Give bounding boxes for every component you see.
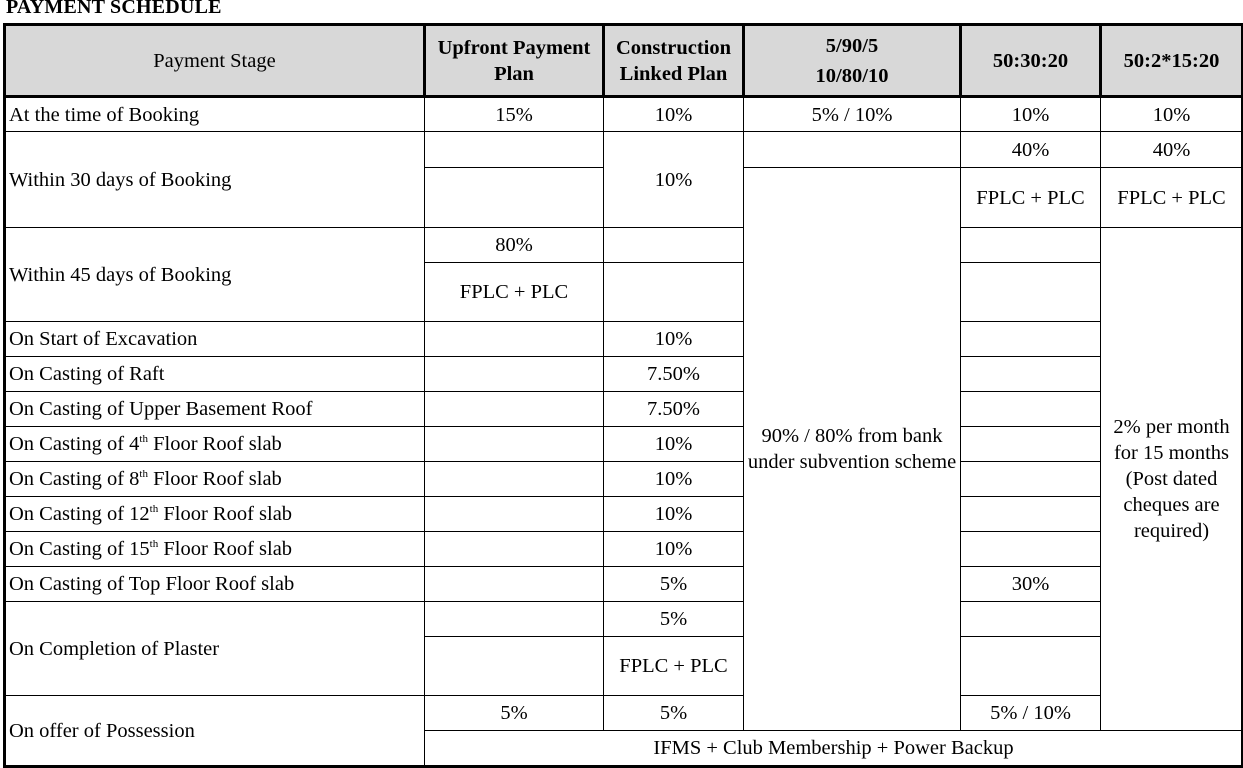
cell-plaster-50-30-20-a <box>961 602 1101 637</box>
table-row <box>5 97 1243 132</box>
cell-possession-clp: 5% <box>604 696 744 731</box>
table-row <box>5 357 1243 392</box>
stage-8th-floor: On Casting of 8th Floor Roof slab <box>5 462 425 497</box>
header-subvention-line-1: 5/90/5 <box>825 34 879 57</box>
stage-top-floor: On Casting of Top Floor Roof slab <box>5 567 425 602</box>
cell-booking-50-30-20: 10% <box>961 97 1101 132</box>
cell-booking-clp: 10% <box>604 97 744 132</box>
cell-45d-50-30-20-b <box>961 263 1101 322</box>
cell-30d-50-2x15-20-b: FPLC + PLC <box>1101 168 1243 228</box>
header-construction-linked-plan: Construction Linked Plan <box>604 25 744 97</box>
cell-ubr-upfront <box>425 392 604 427</box>
table-row <box>5 322 1243 357</box>
cell-45d-clp-a <box>604 228 744 263</box>
cell-45d-50-30-20-a <box>961 228 1101 263</box>
cell-subvention-scheme: 90% / 80% from bank under subvention scheme <box>744 168 961 731</box>
header-subvention-plan <box>744 25 961 97</box>
stage-possession: On offer of Possession <box>5 696 425 767</box>
table-row <box>5 602 1243 637</box>
table-row <box>5 228 1243 263</box>
cell-30d-50-2x15-20-a: 40% <box>1101 132 1243 168</box>
cell-15th-upfront <box>425 532 604 567</box>
cell-possession-upfront: 5% <box>425 696 604 731</box>
cell-8th-upfront <box>425 462 604 497</box>
stage-4th-floor: On Casting of 4th Floor Roof slab <box>5 427 425 462</box>
cell-booking-50-2x15-20: 10% <box>1101 97 1243 132</box>
cell-8th-50-30-20 <box>961 462 1101 497</box>
cell-raft-upfront <box>425 357 604 392</box>
cell-monthly-plan: 2% per month for 15 months (Post dated cheques are required) <box>1101 228 1243 731</box>
cell-plaster-clp-b: FPLC + PLC <box>604 637 744 696</box>
cell-8th-clp: 10% <box>604 462 744 497</box>
table-row <box>5 427 1243 462</box>
cell-excavation-50-30-20 <box>961 322 1101 357</box>
cell-45d-clp-b <box>604 263 744 322</box>
cell-30d-50-30-20-b: FPLC + PLC <box>961 168 1101 228</box>
table-row <box>5 532 1243 567</box>
cell-45d-upfront-a: 80% <box>425 228 604 263</box>
stage-booking: At the time of Booking <box>5 97 425 132</box>
cell-12th-clp: 10% <box>604 497 744 532</box>
stage-raft: On Casting of Raft <box>5 357 425 392</box>
stage-excavation: On Start of Excavation <box>5 322 425 357</box>
table-row <box>5 696 1243 731</box>
cell-45d-upfront-b: FPLC + PLC <box>425 263 604 322</box>
cell-top-upfront <box>425 567 604 602</box>
stage-upper-basement-roof: On Casting of Upper Basement Roof <box>5 392 425 427</box>
table-row <box>5 567 1243 602</box>
cell-booking-upfront: 15% <box>425 97 604 132</box>
header-payment-stage: Payment Stage <box>5 25 425 97</box>
cell-raft-clp: 7.50% <box>604 357 744 392</box>
cell-excavation-upfront <box>425 322 604 357</box>
table-row <box>5 132 1243 168</box>
cell-excavation-clp: 10% <box>604 322 744 357</box>
table-row <box>5 497 1243 532</box>
cell-possession-subvention: 5% / 10% <box>961 696 1101 731</box>
cell-top-50-30-20: 30% <box>961 567 1101 602</box>
cell-30d-upfront-b <box>425 168 604 228</box>
cell-ubr-clp: 7.50% <box>604 392 744 427</box>
cell-15th-clp: 10% <box>604 532 744 567</box>
cell-12th-upfront <box>425 497 604 532</box>
cell-15th-50-30-20 <box>961 532 1101 567</box>
page-title: PAYMENT SCHEDULE <box>6 0 222 18</box>
stage-within-30-days: Within 30 days of Booking <box>5 132 425 228</box>
cell-top-clp: 5% <box>604 567 744 602</box>
cell-plaster-50-30-20-b <box>961 637 1101 696</box>
cell-4th-upfront <box>425 427 604 462</box>
cell-4th-clp: 10% <box>604 427 744 462</box>
header-upfront-payment-plan: Upfront Payment Plan <box>425 25 604 97</box>
cell-raft-50-30-20 <box>961 357 1101 392</box>
cell-30d-clp: 10% <box>604 132 744 228</box>
stage-15th-floor: On Casting of 15th Floor Roof slab <box>5 532 425 567</box>
cell-ubr-50-30-20 <box>961 392 1101 427</box>
cell-4th-50-30-20 <box>961 427 1101 462</box>
table-row <box>5 462 1243 497</box>
cell-plaster-upfront-b <box>425 637 604 696</box>
cell-possession-charges: IFMS + Club Membership + Power Backup <box>425 731 1243 767</box>
cell-booking-subvention: 5% / 10% <box>744 97 961 132</box>
header-50-2x15-20: 50:2*15:20 <box>1101 25 1243 97</box>
table-row <box>5 392 1243 427</box>
cell-30d-upfront-a <box>425 132 604 168</box>
header-50-30-20: 50:30:20 <box>961 25 1101 97</box>
stage-12th-floor: On Casting of 12th Floor Roof slab <box>5 497 425 532</box>
header-subvention-line-2: 10/80/10 <box>815 64 889 87</box>
cell-30d-subvention <box>744 132 961 168</box>
stage-within-45-days: Within 45 days of Booking <box>5 228 425 322</box>
payment-schedule-table <box>3 23 1243 768</box>
cell-12th-50-30-20 <box>961 497 1101 532</box>
cell-30d-50-30-20-a: 40% <box>961 132 1101 168</box>
cell-plaster-clp-a: 5% <box>604 602 744 637</box>
header-row <box>5 25 1243 97</box>
stage-plaster: On Completion of Plaster <box>5 602 425 696</box>
cell-plaster-upfront-a <box>425 602 604 637</box>
